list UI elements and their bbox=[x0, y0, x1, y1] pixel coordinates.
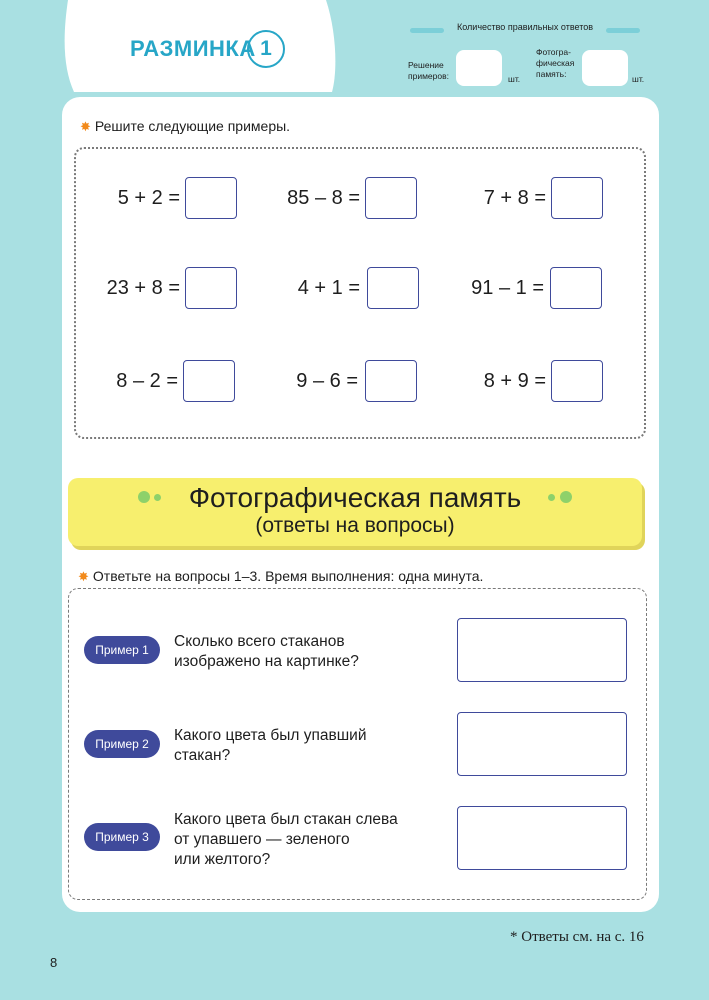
score-label-memory: Фотогра- фическая память: bbox=[536, 47, 575, 79]
exercise-number-badge: 1 bbox=[247, 30, 285, 68]
question-3: Какого цвета был стакан слева от упавшего — зеленого или желтого? bbox=[174, 811, 398, 868]
answer-box-7[interactable] bbox=[183, 360, 235, 402]
answer-box-1[interactable] bbox=[185, 177, 237, 219]
score-title: Количество правильных ответов bbox=[456, 22, 594, 32]
example-label-2: Пример 2 bbox=[84, 730, 160, 758]
footnote: * Ответы см. на с. 16 bbox=[510, 929, 644, 945]
score-input-examples[interactable] bbox=[456, 50, 502, 86]
page-number: 8 bbox=[50, 955, 58, 970]
question-answer-box-3[interactable] bbox=[457, 806, 627, 870]
section-banner bbox=[68, 478, 642, 546]
example-6: 91 – 1 = bbox=[471, 277, 544, 299]
dot-decoration bbox=[548, 494, 555, 501]
section2-instruction: ✸ Ответьте на вопросы 1–3. Время выполнения: одна минута. bbox=[78, 568, 484, 584]
section1-instruction: ✸ Решите следующие примеры. bbox=[80, 118, 291, 134]
dot-decoration bbox=[560, 491, 572, 503]
star-icon: ✸ bbox=[80, 119, 91, 134]
banner-subtitle: (ответы на вопросы) bbox=[255, 514, 455, 537]
score-unit-1: шт. bbox=[508, 74, 521, 84]
example-4: 23 + 8 = bbox=[106, 277, 180, 299]
example-7: 8 – 2 = bbox=[116, 370, 178, 392]
example-2: 85 – 8 = bbox=[287, 187, 360, 209]
star-icon: ✸ bbox=[78, 569, 89, 584]
page-title: РАЗМИНКА bbox=[130, 36, 256, 61]
answer-box-2[interactable] bbox=[365, 177, 417, 219]
example-8: 9 – 6 = bbox=[296, 370, 358, 392]
answer-box-6[interactable] bbox=[550, 267, 602, 309]
score-input-memory[interactable] bbox=[582, 50, 628, 86]
score-bar-right bbox=[606, 28, 640, 33]
example-5: 4 + 1 = bbox=[297, 277, 360, 299]
score-unit-2: шт. bbox=[632, 74, 645, 84]
example-3: 7 + 8 = bbox=[483, 187, 546, 209]
example-label-1: Пример 1 bbox=[84, 636, 160, 664]
question-answer-box-2[interactable] bbox=[457, 712, 627, 776]
banner-title: Фотографическая память bbox=[188, 482, 522, 513]
question-answer-box-1[interactable] bbox=[457, 618, 627, 682]
score-header bbox=[410, 22, 640, 38]
answer-box-3[interactable] bbox=[551, 177, 603, 219]
example-1: 5 + 2 = bbox=[117, 187, 180, 209]
answer-box-8[interactable] bbox=[365, 360, 417, 402]
score-bar-left bbox=[410, 28, 444, 33]
question-1: Сколько всего стаканов изображено на картинке? bbox=[174, 633, 359, 670]
example-9: 8 + 9 = bbox=[483, 370, 546, 392]
example-label-3: Пример 3 bbox=[84, 823, 160, 851]
answer-box-4[interactable] bbox=[185, 267, 237, 309]
answer-box-9[interactable] bbox=[551, 360, 603, 402]
question-2: Какого цвета был упавший стакан? bbox=[174, 727, 367, 764]
answer-box-5[interactable] bbox=[367, 267, 419, 309]
score-label-examples: Решение примеров: bbox=[408, 60, 449, 81]
